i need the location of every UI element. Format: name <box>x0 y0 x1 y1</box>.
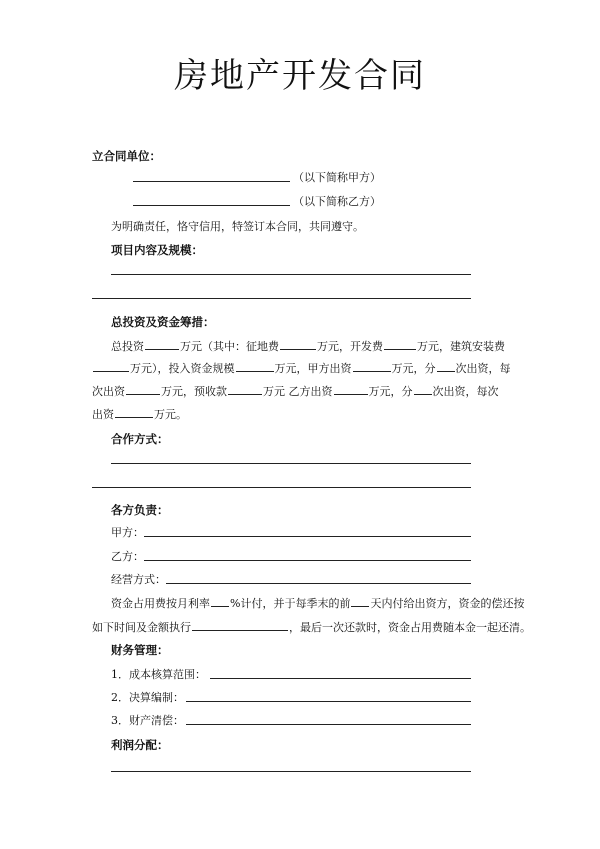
project-line-1 <box>111 274 471 275</box>
blank-monthly-rate <box>211 596 229 607</box>
blank-party-a-installments <box>437 361 455 372</box>
investment-text: 万元，分 <box>391 362 436 375</box>
capital-fee-text: 资金占用费按月利率 <box>111 597 210 610</box>
project-line-2 <box>92 298 471 299</box>
blank-development-fee <box>384 339 416 350</box>
finance-item: 2．决算编制： <box>111 691 184 704</box>
investment-text: 万元，预收款 <box>161 385 227 398</box>
party-a-duties-line <box>144 536 471 537</box>
capital-fee-line-1 <box>111 595 524 611</box>
cooperation-line-1 <box>111 463 471 464</box>
investment-text: 次出资，每 <box>455 362 511 375</box>
investment-text: 万元，开发费 <box>317 340 383 353</box>
blank-party-a-per-installment <box>126 384 160 395</box>
capital-fee-line-2 <box>92 619 531 635</box>
capital-fee-text: %计付，并于每季末的前 <box>230 597 351 610</box>
blank-repayment-schedule <box>192 620 288 631</box>
party-a-label: 甲方： <box>111 526 144 539</box>
party-b-label: 乙方： <box>111 550 144 563</box>
capital-fee-text: 天内付给出资方，资金的偿还按 <box>370 597 525 610</box>
investment-line-2 <box>92 360 511 376</box>
investment-text: 万元，甲方出资 <box>274 362 352 375</box>
cooperation-heading: 合作方式： <box>111 432 169 446</box>
page-title: 房地产开发合同 <box>174 56 426 96</box>
investment-line-4 <box>92 406 187 422</box>
management-label: 经营方式： <box>111 573 166 586</box>
finance-item-line <box>210 678 471 679</box>
party-b-duties-line <box>144 560 471 561</box>
investment-heading: 总投资及资金筹措： <box>111 315 215 329</box>
intro-text: 为明确责任，恪守信用，特签订本合同，共同遵守。 <box>111 220 364 233</box>
finance-heading: 财务管理： <box>111 643 169 657</box>
project-heading: 项目内容及规模： <box>111 243 203 257</box>
capital-fee-text: 如下时间及金额执行 <box>92 621 191 634</box>
blank-total-investment <box>145 339 179 350</box>
party-b-name-line <box>133 205 290 206</box>
investment-text: 次出资 <box>92 385 125 398</box>
blank-party-b-per-installment <box>115 407 153 418</box>
blank-payment-days <box>351 596 369 607</box>
finance-item-line <box>186 701 471 702</box>
investment-text: 万元（其中：征地费 <box>180 340 279 353</box>
finance-item: 3．财产清偿： <box>111 714 184 727</box>
investment-text: 万元。 <box>154 408 187 421</box>
capital-fee-text: ，最后一次还款时，资金占用费随本金一起还清。 <box>289 621 531 634</box>
investment-text: 总投资 <box>111 340 144 353</box>
responsibilities-heading: 各方负责： <box>111 503 169 517</box>
profit-heading: 利润分配： <box>111 738 169 752</box>
investment-text: 万元，建筑安装费 <box>417 340 505 353</box>
blank-party-b-installments <box>414 384 432 395</box>
blank-party-b-capital <box>334 384 368 395</box>
party-b-note: （以下简称乙方） <box>293 195 381 208</box>
investment-text: 出资 <box>92 408 114 421</box>
investment-text: 万元），投入资金规模 <box>130 362 235 375</box>
party-a-name-line <box>133 181 290 182</box>
blank-land-fee <box>280 339 316 350</box>
investment-line-1 <box>111 338 505 354</box>
parties-heading: 立合同单位： <box>92 149 161 163</box>
investment-text: 万元 乙方出资 <box>263 385 333 398</box>
blank-capital-scale <box>236 361 274 372</box>
party-a-note: （以下简称甲方） <box>293 171 381 184</box>
blank-party-a-capital <box>353 361 391 372</box>
blank-prepayment <box>228 384 262 395</box>
profit-line <box>111 771 471 772</box>
management-line <box>166 583 471 584</box>
finance-item: 1．成本核算范围： <box>111 668 206 681</box>
investment-text: 次出资，每次 <box>432 385 499 398</box>
investment-line-3 <box>92 383 499 399</box>
investment-text: 万元，分 <box>368 385 413 398</box>
finance-item-line <box>186 724 471 725</box>
blank-construction-fee <box>93 361 129 372</box>
cooperation-line-2 <box>92 487 471 488</box>
